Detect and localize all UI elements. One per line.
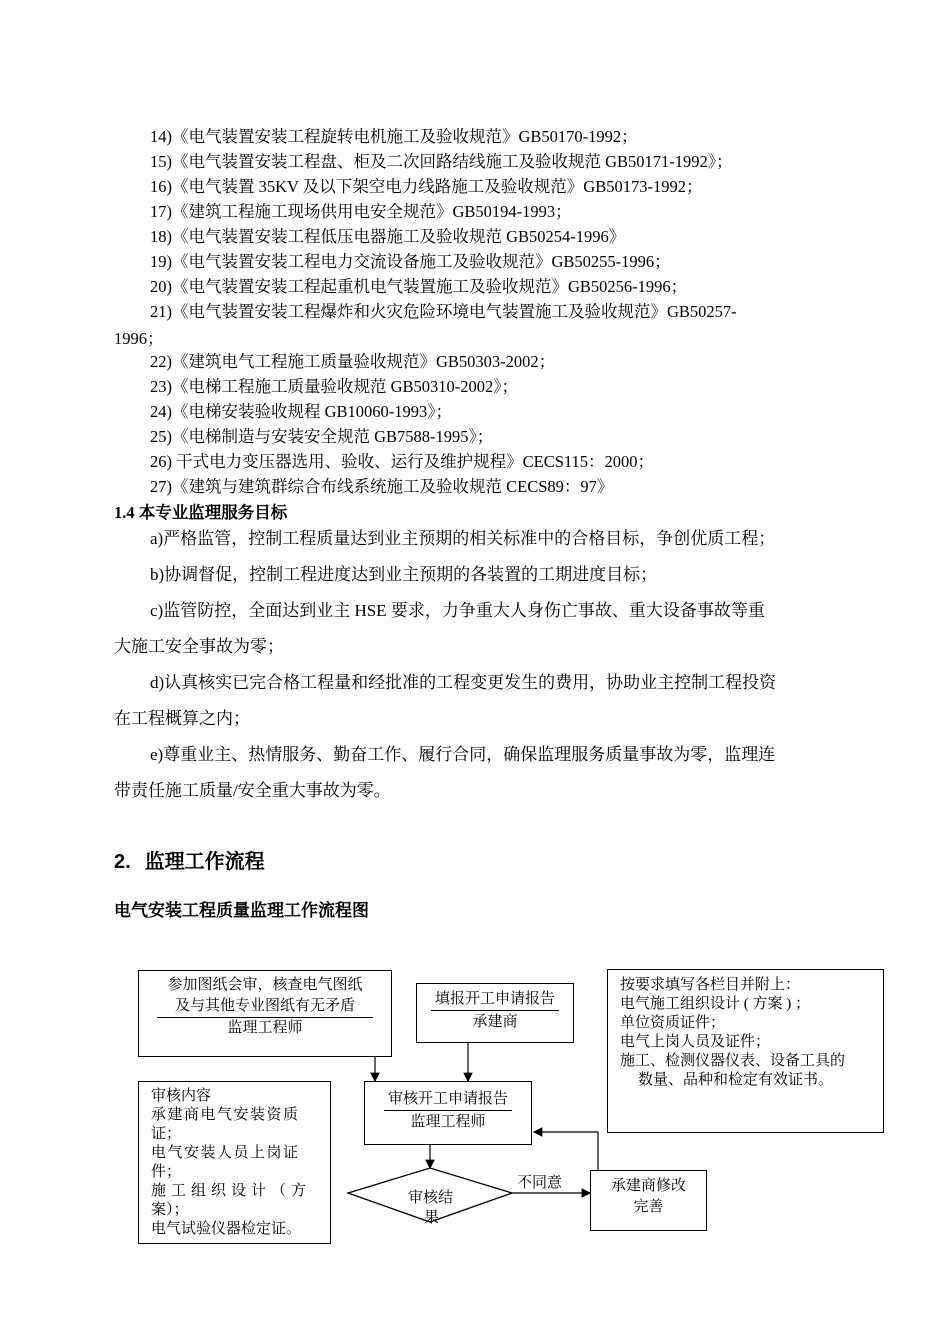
standard-17: 17)《建筑工程施工现场供用电安全规范》GB50194-1993； <box>150 202 572 221</box>
drawing-review-box <box>138 970 392 1057</box>
standard-21-continued: 1996； <box>114 329 164 348</box>
review-content-line4: 电气安装人员上岗证 <box>151 1145 300 1161</box>
goal-e: e)尊重业主、热情服务、勤奋工作、履行合同，确保监理服务质量事故为零，监理连 <box>150 745 776 764</box>
goal-d: d)认真核实已完合格工程量和经批准的工程变更发生的费用，协助业主控制工程投资 <box>150 673 777 692</box>
standard-22: 22)《建筑电气工程施工质量验收规范》GB50303-2002； <box>150 352 556 371</box>
disagree-label: 不同意 <box>517 1175 563 1191</box>
requirements-line4: 电气上岗人员及证件； <box>620 1034 771 1050</box>
review-application-title: 审核开工申请报告 <box>384 1088 512 1111</box>
standard-27: 27)《建筑与建筑群综合布线系统施工及验收规范 CECS89：97》 <box>150 477 614 496</box>
section-2-title: 监理工作流程 <box>144 851 265 873</box>
section-2-number: 2. <box>114 851 131 873</box>
review-content-line6: 施工组织设计（方 <box>151 1183 312 1199</box>
drawing-review-line1: 参加图纸会审，核查电气图纸 <box>167 977 363 993</box>
review-content-line2: 承建商电气安装资质 <box>151 1107 300 1123</box>
contractor-revise-line2: 完善 <box>633 1199 664 1215</box>
review-content-box <box>138 1081 331 1244</box>
standard-15: 15)《电气装置安装工程盘、柜及二次回路结线施工及验收规范 GB50171-1992》； <box>150 152 733 171</box>
goal-a: a)严格监管，控制工程质量达到业主预期的相关标准中的合格目标，争创优质工程； <box>150 529 776 548</box>
standard-19: 19)《电气装置安装工程电力交流设备施工及验收规范》GB50255-1996； <box>150 252 671 271</box>
flowchart-title: 电气安装工程质量监理工作流程图 <box>114 901 369 920</box>
review-content-line3: 证； <box>151 1126 182 1142</box>
review-application-box <box>364 1081 532 1145</box>
requirements-line6: 数量、品种和检定有效证书。 <box>638 1072 834 1088</box>
arrow-revise-to-review <box>534 1132 598 1170</box>
requirements-line1: 按要求填写各栏目并附上： <box>620 977 801 993</box>
standard-14: 14)《电气装置安装工程旋转电机施工及验收规范》GB50170-1992； <box>150 127 638 146</box>
apply-start-role: 承建商 <box>472 1014 518 1030</box>
goal-e-continued: 带责任施工质量/安全重大事故为零。 <box>114 781 391 800</box>
decision-label-line2: 果 <box>424 1210 440 1226</box>
requirements-line3: 单位资质证件； <box>620 1015 726 1031</box>
goal-b: b)协调督促，控制工程进度达到业主预期的各装置的工期进度目标； <box>150 565 658 584</box>
apply-start-title: 填报开工申请报告 <box>431 988 559 1011</box>
drawing-review-role: 监理工程师 <box>227 1020 303 1036</box>
contractor-revise-box <box>590 1170 707 1231</box>
goal-c-continued: 大施工安全事故为零； <box>114 637 284 656</box>
contractor-revise-line1: 承建商修改 <box>610 1178 686 1194</box>
standard-24: 24)《电梯安装验收规程 GB10060-1993》； <box>150 402 453 421</box>
standard-21: 21)《电气装置安装工程爆炸和火灾危险环境电气装置施工及验收规范》GB50257- <box>150 302 737 321</box>
goal-d-continued: 在工程概算之内； <box>114 709 250 728</box>
review-content-line7: 案）； <box>151 1202 189 1218</box>
drawing-review-line2: 及与其他专业图纸有无矛盾 <box>174 998 355 1014</box>
apply-start-box <box>416 983 574 1043</box>
standard-18: 18)《电气装置安装工程低压电器施工及验收规范 GB50254-1996》 <box>150 227 626 246</box>
review-application-role: 监理工程师 <box>410 1114 486 1130</box>
goal-c: c)监管防控，全面达到业主 HSE 要求，力争重大人身伤亡事故、重大设备事故等重 <box>150 601 765 620</box>
requirements-line5: 施工、检测仪器仪表、设备工具的 <box>620 1053 846 1069</box>
standard-20: 20)《电气装置安装工程起重机电气装置施工及验收规范》GB50256-1996； <box>150 277 688 296</box>
standard-23: 23)《电梯工程施工质量验收规范 GB50310-2002》； <box>150 377 519 396</box>
requirements-box <box>607 969 884 1133</box>
requirements-line2: 电气施工组织设计 ( 方案 ) ； <box>620 996 810 1012</box>
standard-16: 16)《电气装置 35KV 及以下架空电力线路施工及验收规范》GB50173-1992； <box>150 177 703 196</box>
section-1-4-heading: 1.4 本专业监理服务目标 <box>114 503 288 522</box>
review-content-line8: 电气试验仪器检定证。 <box>151 1221 302 1237</box>
standard-25: 25)《电梯制造与安装安全规范 GB7588-1995》； <box>150 427 494 446</box>
review-content-line1: 审核内容 <box>151 1088 212 1104</box>
standard-26: 26) 干式电力变压器选用、验收、运行及维护规程》CECS115：2000； <box>150 452 655 471</box>
decision-label-line1: 审核结 <box>408 1190 454 1206</box>
review-content-line5: 件； <box>151 1164 182 1180</box>
